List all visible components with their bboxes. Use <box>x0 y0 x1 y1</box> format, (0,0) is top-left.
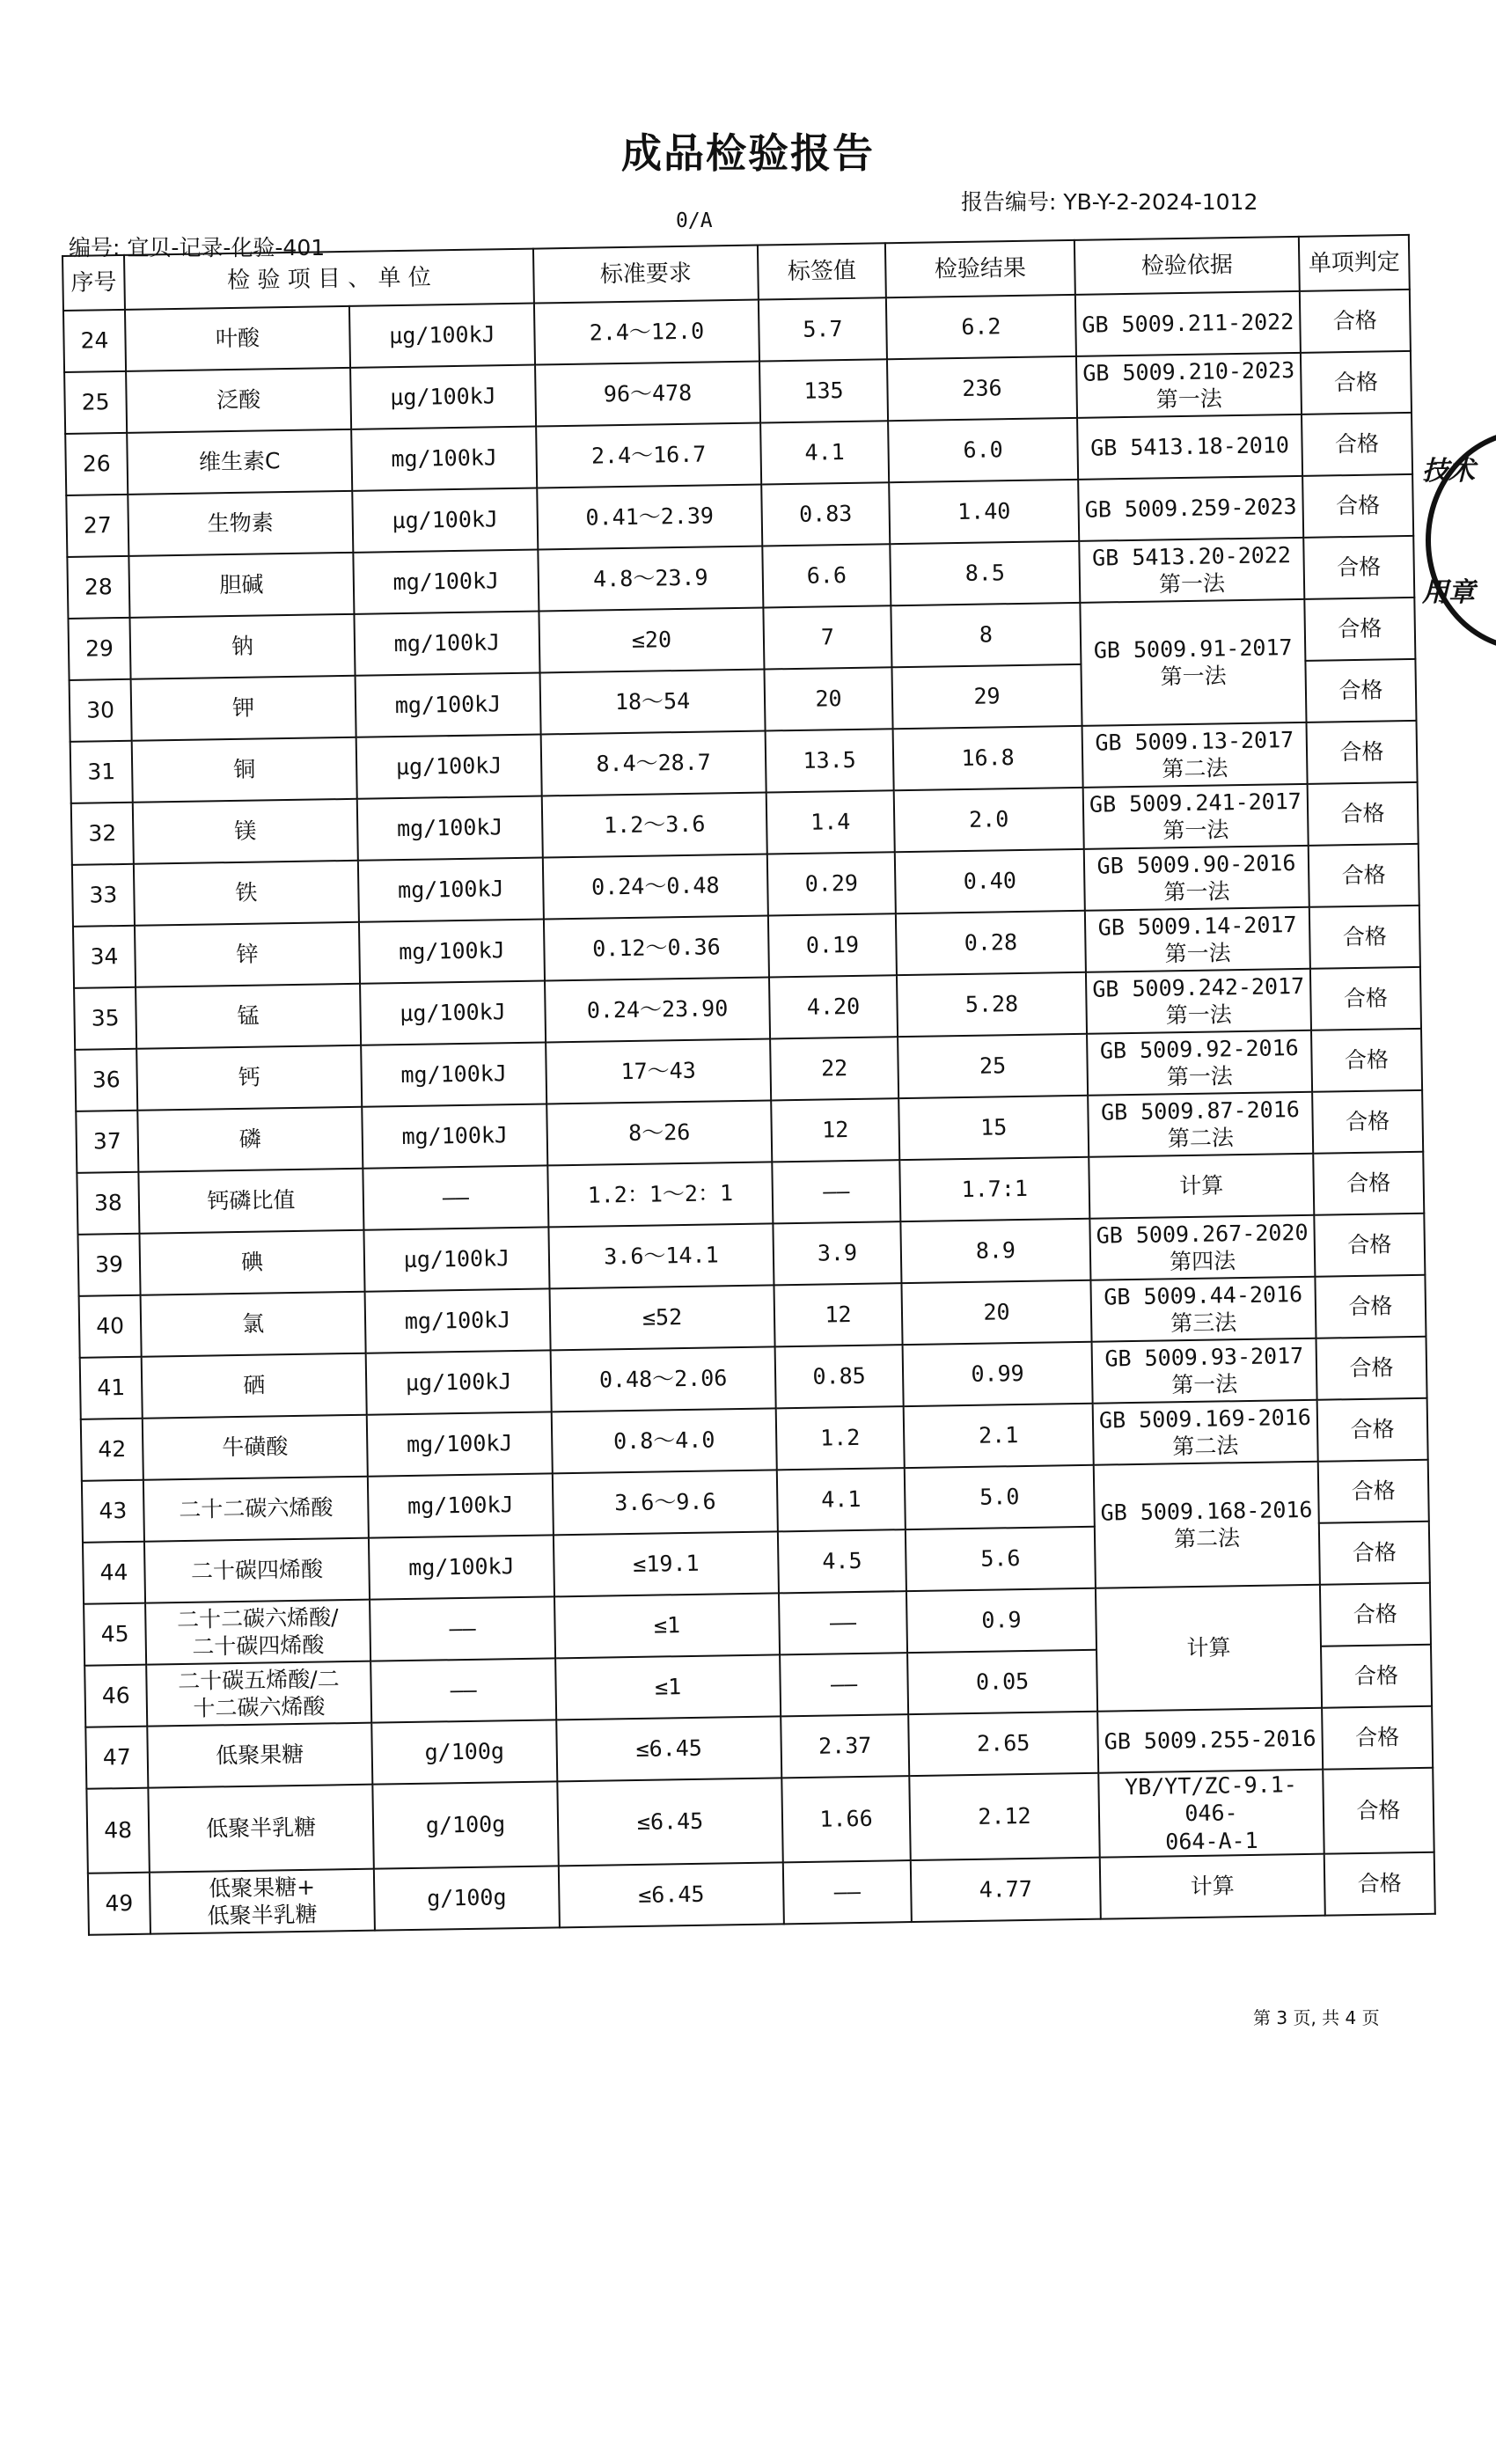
cell-label-value: 0.29 <box>767 852 896 915</box>
cell-unit: μg/100kJ <box>349 304 535 368</box>
cell-verdict: 合格 <box>1321 1645 1432 1708</box>
cell-item: 氯 <box>141 1292 366 1357</box>
cell-item: 维生素C <box>127 429 352 495</box>
cell-item: 牛磺酸 <box>143 1415 368 1480</box>
report-title: 成品检验报告 <box>621 129 875 177</box>
cell-unit: mg/100kJ <box>369 1535 554 1599</box>
cell-standard: ≤6.45 <box>556 1716 781 1781</box>
cell-item: 磷 <box>137 1107 363 1172</box>
cell-result: 2.1 <box>904 1404 1094 1468</box>
cell-label-value: 4.5 <box>778 1529 906 1593</box>
cell-unit: mg/100kJ <box>353 550 539 614</box>
cell-method: GB 5009.14-2017 第一法 <box>1085 907 1310 972</box>
cell-no: 26 <box>65 433 128 495</box>
cell-result: 5.28 <box>897 972 1087 1037</box>
cell-result: 6.0 <box>888 418 1078 482</box>
cell-label-value: 7 <box>763 605 891 669</box>
cell-unit: μg/100kJ <box>352 488 538 553</box>
cell-label-value: 4.20 <box>769 975 898 1038</box>
cell-no: 24 <box>63 310 126 372</box>
header-result: 检验结果 <box>885 240 1075 297</box>
cell-item: 泛酸 <box>126 368 351 433</box>
cell-item: 二十碳五烯酸/二 十二碳六烯酸 <box>146 1661 371 1727</box>
cell-unit: mg/100kJ <box>362 1104 547 1168</box>
cell-method: GB 5009.87-2016 第二法 <box>1088 1092 1313 1157</box>
cell-item: 铁 <box>134 861 359 926</box>
cell-unit: μg/100kJ <box>350 365 536 429</box>
version-label: 0/A <box>676 209 713 232</box>
cell-verdict: 合格 <box>1302 413 1412 476</box>
cell-item: 钙磷比值 <box>138 1169 363 1234</box>
cell-verdict: 合格 <box>1323 1768 1434 1854</box>
cell-label-value: 13.5 <box>766 729 894 792</box>
cell-method: GB 5413.20-2022 第一法 <box>1079 538 1304 603</box>
cell-method: GB 5009.255-2016 <box>1097 1708 1323 1773</box>
report-number: 报告编号: YB-Y-2-2024-1012 <box>961 189 1258 215</box>
header-label-value: 标签值 <box>758 243 886 299</box>
cell-verdict: 合格 <box>1309 906 1420 969</box>
header-verdict: 单项判定 <box>1299 235 1410 291</box>
cell-unit: —— <box>363 1165 548 1229</box>
cell-method: YB/YT/ZC-9.1-046- 064-A-1 <box>1098 1770 1324 1858</box>
cell-unit: μg/100kJ <box>360 980 546 1045</box>
cell-no: 35 <box>74 987 136 1050</box>
cell-no: 29 <box>68 618 130 680</box>
cell-result: 0.9 <box>906 1588 1096 1653</box>
cell-standard: 2.4～16.7 <box>536 423 761 488</box>
document-code: 编号: 宜贝-记录-化验-401 <box>69 235 326 260</box>
cell-no: 36 <box>75 1049 137 1111</box>
cell-item: 钾 <box>131 676 356 741</box>
cell-item: 锌 <box>135 922 360 987</box>
cell-verdict: 合格 <box>1322 1706 1433 1770</box>
cell-unit: g/100g <box>374 1866 560 1930</box>
header-standard: 标准要求 <box>533 246 759 304</box>
cell-verdict: 合格 <box>1316 1337 1427 1400</box>
cell-verdict: 合格 <box>1315 1275 1426 1338</box>
cell-standard: 1.2～3.6 <box>542 792 767 857</box>
cell-standard: ≤6.45 <box>557 1778 782 1866</box>
cell-verdict: 合格 <box>1313 1152 1424 1215</box>
cell-no: 41 <box>80 1357 143 1419</box>
cell-verdict: 合格 <box>1302 474 1413 538</box>
cell-unit: g/100g <box>372 1781 558 1868</box>
cell-item: 锰 <box>136 984 361 1049</box>
cell-unit: mg/100kJ <box>365 1288 551 1353</box>
cell-unit: mg/100kJ <box>356 673 541 737</box>
cell-method: GB 5009.93-2017 第一法 <box>1092 1338 1317 1404</box>
cell-no: 37 <box>76 1111 138 1173</box>
cell-standard: 0.8～4.0 <box>552 1408 777 1473</box>
cell-no: 45 <box>84 1603 146 1666</box>
cell-label-value: —— <box>783 1860 912 1924</box>
cell-verdict: 合格 <box>1312 1090 1423 1154</box>
cell-result: 8 <box>891 603 1081 667</box>
cell-unit: g/100g <box>371 1720 557 1784</box>
cell-verdict: 合格 <box>1319 1522 1430 1585</box>
cell-unit: mg/100kJ <box>368 1473 554 1537</box>
cell-item: 低聚果糖+ 低聚半乳糖 <box>150 1868 375 1933</box>
cell-standard: 3.6～14.1 <box>548 1223 774 1288</box>
cell-label-value: 12 <box>771 1098 899 1162</box>
cell-no: 42 <box>81 1419 143 1481</box>
cell-unit: —— <box>370 1596 555 1661</box>
cell-verdict: 合格 <box>1311 1029 1422 1092</box>
cell-unit: —— <box>370 1658 556 1722</box>
cell-standard: 8～26 <box>546 1100 772 1165</box>
cell-standard: 2.4～12.0 <box>534 300 759 365</box>
cell-unit: mg/100kJ <box>361 1042 546 1106</box>
cell-result: 1.40 <box>889 480 1079 544</box>
cell-result: 0.40 <box>895 849 1085 913</box>
cell-verdict: 合格 <box>1307 721 1418 784</box>
cell-verdict: 合格 <box>1300 290 1411 353</box>
cell-item: 碘 <box>139 1230 364 1295</box>
cell-label-value: 20 <box>764 667 892 730</box>
cell-no: 30 <box>70 679 132 742</box>
cell-standard: 3.6～9.6 <box>553 1470 778 1535</box>
cell-result: 6.2 <box>886 295 1076 359</box>
cell-label-value: —— <box>779 1591 907 1654</box>
cell-item: 硒 <box>142 1353 367 1419</box>
cell-method: 计算 <box>1100 1853 1325 1918</box>
cell-verdict: 合格 <box>1318 1460 1429 1523</box>
cell-standard: 18～54 <box>540 670 766 735</box>
cell-standard: 8.4～28.7 <box>541 731 766 796</box>
cell-standard: ≤19.1 <box>554 1531 779 1596</box>
cell-item: 低聚半乳糖 <box>148 1785 373 1873</box>
cell-label-value: 1.2 <box>776 1406 905 1470</box>
cell-result: 16.8 <box>893 726 1083 790</box>
cell-no: 38 <box>77 1172 139 1235</box>
cell-standard: 0.41～2.39 <box>537 485 762 550</box>
cell-method: 计算 <box>1089 1154 1314 1219</box>
cell-unit: mg/100kJ <box>359 919 545 983</box>
cell-method: GB 5009.267-2020 第四法 <box>1089 1215 1315 1280</box>
cell-unit: μg/100kJ <box>356 735 542 799</box>
table-body <box>63 290 1435 1935</box>
cell-unit: μg/100kJ <box>366 1350 552 1414</box>
cell-item: 胆碱 <box>128 553 354 618</box>
cell-item: 二十二碳六烯酸/ 二十碳四烯酸 <box>145 1600 370 1665</box>
cell-label-value: 4.1 <box>777 1468 906 1531</box>
cell-no: 25 <box>64 371 127 434</box>
cell-item: 叶酸 <box>125 306 350 371</box>
cell-method: GB 5009.44-2016 第三法 <box>1090 1277 1316 1342</box>
cell-verdict: 合格 <box>1305 659 1416 722</box>
cell-verdict: 合格 <box>1314 1214 1425 1277</box>
cell-label-value: —— <box>780 1653 908 1716</box>
cell-item: 二十二碳六烯酸 <box>143 1477 369 1542</box>
cell-method: GB 5009.259-2023 <box>1078 476 1303 541</box>
cell-verdict: 合格 <box>1309 844 1419 907</box>
cell-standard: 0.24～23.90 <box>545 977 770 1042</box>
cell-no: 27 <box>66 495 128 557</box>
cell-no: 46 <box>84 1665 147 1727</box>
cell-method: GB 5009.13-2017 第二法 <box>1082 722 1308 788</box>
cell-label-value: 1.4 <box>766 790 895 854</box>
cell-label-value: 1.66 <box>781 1776 910 1862</box>
cell-label-value: 22 <box>770 1037 898 1100</box>
cell-result: 0.99 <box>903 1342 1093 1406</box>
cell-method: GB 5009.168-2016 第二法 <box>1094 1462 1320 1588</box>
cell-unit: mg/100kJ <box>351 427 537 491</box>
cell-result: 8.9 <box>900 1219 1090 1283</box>
cell-standard: ≤6.45 <box>559 1862 784 1927</box>
cell-standard: 0.12～0.36 <box>544 915 769 980</box>
page-footer: 第 3 页, 共 4 页 <box>1253 2007 1380 2028</box>
cell-result: 25 <box>898 1034 1088 1098</box>
cell-standard: ≤20 <box>539 608 764 673</box>
cell-no: 34 <box>73 926 136 988</box>
cell-result: 2.12 <box>909 1773 1099 1860</box>
cell-standard: ≤52 <box>550 1285 775 1350</box>
cell-label-value: 3.9 <box>773 1221 901 1285</box>
cell-unit: mg/100kJ <box>367 1412 553 1476</box>
header-item-unit: 检 验 项 目 、 单 位 <box>124 249 534 310</box>
cell-verdict: 合格 <box>1308 782 1419 846</box>
cell-unit: mg/100kJ <box>354 612 539 676</box>
cell-standard: 4.8～23.9 <box>538 546 763 612</box>
cell-method: GB 5009.92-2016 第一法 <box>1087 1030 1312 1096</box>
cell-no: 44 <box>83 1542 145 1604</box>
cell-method: 计算 <box>1096 1585 1322 1712</box>
cell-standard: 1.2：1～2：1 <box>547 1162 773 1227</box>
cell-result: 236 <box>887 356 1077 421</box>
header-method: 检验依据 <box>1074 237 1300 295</box>
cell-unit: mg/100kJ <box>358 857 544 921</box>
cell-label-value: 5.7 <box>759 297 887 361</box>
cell-standard: 17～43 <box>546 1038 771 1104</box>
cell-standard: 96～478 <box>535 362 760 427</box>
cell-result: 15 <box>898 1096 1089 1160</box>
cell-no: 33 <box>72 864 135 927</box>
cell-method: GB 5009.90-2016 第一法 <box>1084 846 1309 911</box>
cell-result: 8.5 <box>890 541 1080 605</box>
cell-item: 铜 <box>132 737 357 803</box>
cell-item: 低聚果糖 <box>147 1723 372 1788</box>
cell-result: 4.77 <box>911 1857 1101 1921</box>
cell-label-value: 135 <box>759 359 888 422</box>
cell-no: 32 <box>71 803 134 865</box>
cell-standard: 0.48～2.06 <box>551 1346 776 1412</box>
cell-result: 20 <box>901 1280 1091 1345</box>
cell-label-value: 2.37 <box>781 1714 909 1778</box>
cell-no: 47 <box>85 1727 148 1789</box>
cell-method: GB 5009.242-2017 第一法 <box>1086 969 1311 1034</box>
cell-verdict: 合格 <box>1304 598 1415 661</box>
cell-result: 0.05 <box>907 1650 1097 1714</box>
cell-method: GB 5009.91-2017 第一法 <box>1080 599 1306 726</box>
cell-unit: mg/100kJ <box>357 796 543 861</box>
cell-result: 2.0 <box>894 788 1084 852</box>
cell-label-value: 12 <box>774 1283 902 1346</box>
cell-label-value: —— <box>772 1160 900 1223</box>
cell-no: 49 <box>88 1872 150 1934</box>
cell-label-value: 0.19 <box>768 913 897 977</box>
cell-item: 二十碳四烯酸 <box>144 1538 370 1603</box>
cell-item: 钠 <box>129 614 355 679</box>
official-stamp: 技术 用章 <box>1408 421 1496 649</box>
cell-verdict: 合格 <box>1301 351 1412 414</box>
cell-method: GB 5009.241-2017 第一法 <box>1083 784 1309 849</box>
cell-label-value: 0.83 <box>761 482 890 546</box>
cell-label-value: 6.6 <box>762 544 891 607</box>
cell-method: GB 5413.18-2010 <box>1077 414 1302 480</box>
cell-method: GB 5009.169-2016 第二法 <box>1093 1400 1318 1465</box>
inspection-table <box>62 234 1436 1936</box>
cell-result: 29 <box>891 664 1082 729</box>
cell-verdict: 合格 <box>1303 536 1414 599</box>
cell-verdict: 合格 <box>1317 1398 1428 1462</box>
cell-result: 1.7:1 <box>899 1157 1089 1221</box>
cell-item: 镁 <box>133 799 358 864</box>
cell-label-value: 4.1 <box>760 421 889 484</box>
cell-method: GB 5009.210-2023 第一法 <box>1076 353 1302 418</box>
cell-unit: μg/100kJ <box>363 1227 549 1291</box>
cell-standard: ≤1 <box>554 1593 780 1658</box>
cell-no: 31 <box>70 741 133 803</box>
cell-no: 39 <box>77 1234 140 1296</box>
cell-verdict: 合格 <box>1310 967 1421 1030</box>
cell-item: 钙 <box>136 1045 362 1111</box>
cell-label-value: 0.85 <box>775 1345 904 1408</box>
cell-verdict: 合格 <box>1320 1583 1431 1646</box>
cell-result: 5.6 <box>906 1527 1096 1591</box>
cell-result: 0.28 <box>896 911 1086 975</box>
cell-standard: ≤1 <box>555 1654 781 1720</box>
cell-result: 5.0 <box>905 1465 1095 1529</box>
cell-standard: 0.24～0.48 <box>543 854 768 919</box>
cell-no: 43 <box>82 1480 144 1543</box>
cell-result: 2.65 <box>908 1712 1098 1776</box>
header-no: 序号 <box>62 255 125 311</box>
cell-no: 28 <box>67 556 129 619</box>
cell-verdict: 合格 <box>1324 1852 1435 1915</box>
cell-method: GB 5009.211-2022 <box>1075 291 1301 356</box>
cell-no: 40 <box>79 1295 142 1358</box>
cell-item: 生物素 <box>128 491 353 556</box>
cell-no: 48 <box>86 1788 149 1874</box>
